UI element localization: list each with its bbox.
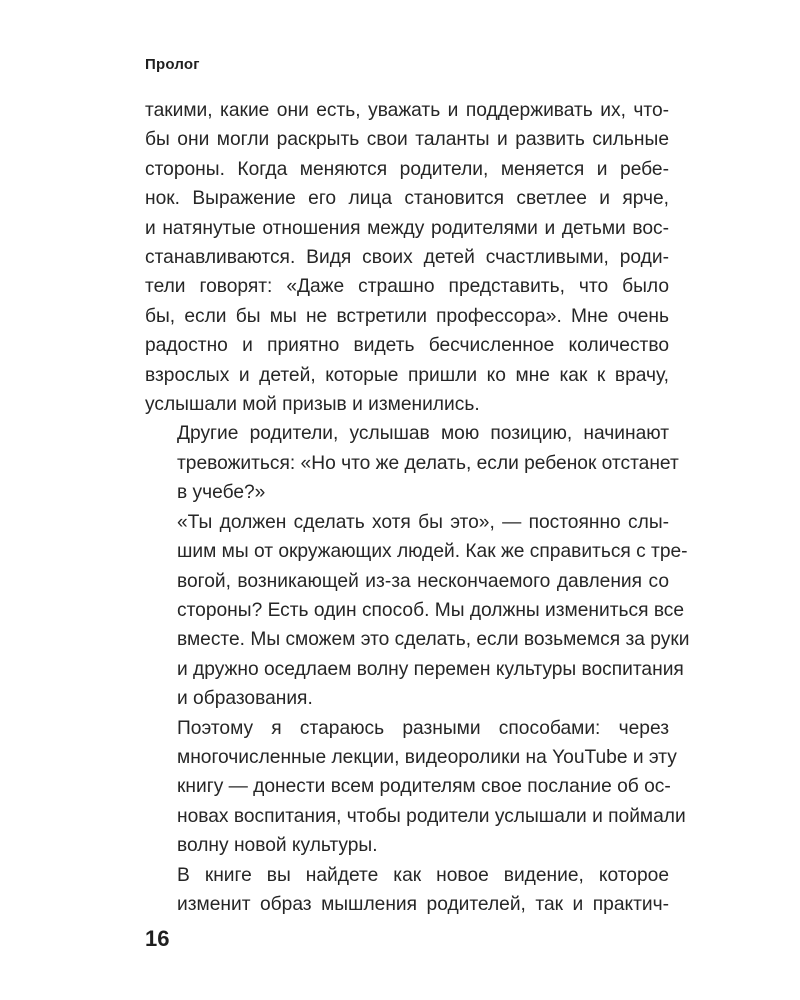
- text-line: взрослых и детей, которые пришли ко мне как к врачу,: [145, 364, 669, 386]
- text-line: В книге вы найдете как новое видение, которое: [177, 864, 669, 886]
- text-line: бы, если бы мы не встретили профессора». Мне очень: [145, 305, 669, 327]
- text-line: тели говорят: «Даже страшно представить, что было: [145, 276, 669, 298]
- paragraph: [145, 861, 669, 920]
- text-line: шим мы от окружающих людей. Как же справиться с тре-: [177, 541, 688, 563]
- text-line: вогой, возникающей из-за нескончаемого давления со: [177, 570, 669, 592]
- text-line: услышали мой призыв и изменились.: [145, 394, 480, 416]
- text-line: и образования.: [177, 688, 313, 710]
- text-line: радостно и приятно видеть бесчисленное количество: [145, 335, 669, 357]
- text-line: многочисленные лекции, видеоролики на YouTube и эту: [177, 746, 677, 768]
- text-line: волну новой культуры.: [177, 835, 378, 857]
- text-line: стороны? Есть один способ. Мы должны измениться все: [177, 599, 685, 621]
- text-line: «Ты должен сделать хотя бы это», — постоянно слы-: [177, 511, 669, 533]
- paragraph: [145, 714, 686, 861]
- text-line: такими, какие они есть, уважать и поддерживать их, что-: [145, 100, 669, 121]
- text-line: книгу — донести всем родителям свое послание об ос-: [177, 776, 671, 798]
- text-line: изменит образ мышления родителей, так и практич-: [177, 893, 669, 915]
- text-line: нок. Выражение его лица становится светлее и ярче,: [145, 188, 669, 210]
- page-number: 16: [145, 926, 170, 951]
- text-line: в учебе?»: [177, 482, 266, 504]
- paragraph: [145, 508, 690, 714]
- text-line: бы они могли раскрыть свои таланты и развить сильные: [145, 129, 669, 151]
- text-line: Поэтому я стараюсь разными способами: через: [177, 717, 669, 739]
- text-line: тревожиться: «Но что же делать, если ребенок отстанет: [177, 452, 679, 474]
- text-line: станавливаются. Видя своих детей счастливыми, роди-: [145, 247, 669, 269]
- text-line: стороны. Когда меняются родители, меняется и ребе-: [145, 158, 669, 180]
- text-line: вместе. Мы сможем это сделать, если возьмемся за руки: [177, 629, 690, 651]
- text-line: Другие родители, услышав мою позицию, начинают: [177, 423, 669, 445]
- body-text: [145, 96, 690, 919]
- running-head: Пролог: [145, 56, 200, 73]
- paragraph: [145, 96, 669, 419]
- text-line: и дружно оседлаем волну перемен культуры воспитания: [177, 658, 684, 680]
- text-line: новах воспитания, чтобы родители услышали и поймали: [177, 805, 686, 827]
- text-line: и натянутые отношения между родителями и детьми вос-: [145, 217, 669, 239]
- paragraph: [145, 419, 679, 507]
